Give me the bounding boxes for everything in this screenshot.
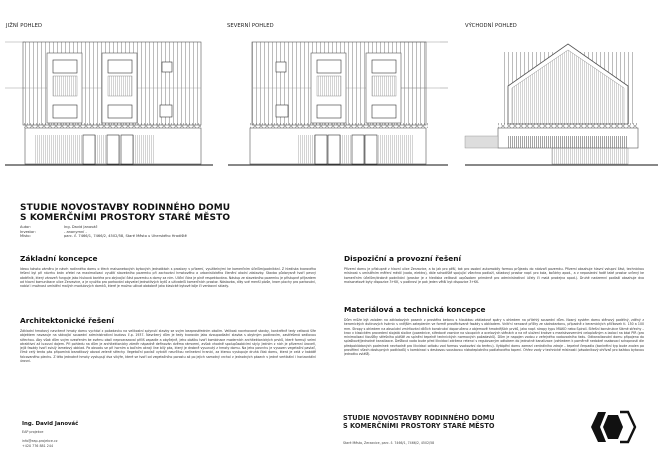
text-materials: Dům může být založen na základových pasech z prostého betonu s hloubkou základové spáry s ohledem na přilehlý sousední dům. Nosný systém domu stěnový podélný, zděný z keramických dutinových tvárnic s vnějším zateplením ve formě provětrávané fasády s obkladem. Vnitřní nenosné příčky ze sádrokartonu, případně z keramických příčkovek tl. 150 a 100 mm. Stropy s ohledem na absolutní zmírňování dílčích konstrukcí doporučeno z objemově hmotnějších prvků, jako např. stropy typu MIAKO nebo Spiroll. Střešní konstrukce šikmé střechy – krov v klasickém provedení stojatá stolice (pozednice, středové vaznice na sloupcích a ocelových stěnách a na ně uložení krokve s meziskvoverními celoplošným a izolací na bázi PIR (pro minimalizaci tloušťky střešního pláště za splnění tepelně technických normových požadavků). Dům je napojen vodou z veřejného vodovodního řadu. Odkanalizování domu připojeno do splaškové/jednotné kanalizace. Dešťová voda bude před likvidací zdržena retencí s regulovaným odtokem do jednotné kanalizace (vzhledem k poměrně nedobré vsakovací schopnosti dle předpokládaných podmínek nevhodně pro likvidaci odtoku vod formou vsakování do terénu). Vytápění domu zamezí centrálního zdroje – tepelné čerpadlo (konkrétní typ bude zvolen po prověření všech dostupných podkladů) v kombinaci s deskovou soustavou nízkoteplotního podlahového topení. Ohřev vody v technické místnosti (zásobníkový ohřívač pro každou bytovou jednotku zvlášť). bbox=[344, 318, 644, 356]
view-label-south: JIŽNÍ POHLED bbox=[6, 23, 43, 29]
text-architecture: Základní hmotový navržené hmoty domu vychází z požadavku na velikostní splynutí stavby se svým bezprostředním okolím. Velikost navrhované stavby, konkrétně tedy celková šíře objektem navazuje na stávající sousední administrativní budovu č.p. 1937. Navržený dům je tedy tvarován jako dvoupodlažní stavba s obytným podkrovím, zastřešená sedlovou střechou. Aby však dům svým vzezřením ke svému okolí neprozrazoval příliš zapadle a obyčejně, jeho obálku tvoří kombinace moderních architektonických prvků, které formují velmi atraktivní až luxusní dojem. Při pohledu na dům je architektonicky záměr nápadně definován dvěma rámcemi, avšak vhodně spolupůsobícími styly. Jedním z nich je přízemní úroveň, jejíž fasády tvoří svislý lamelový obklad. Pa obvodu se při horním a bočním okraji line bílý pás, který je drobně vysunutý z hmoty domu. Na jeho povrchu je vysazen vegetační pavlač, čímž celý tento pás připomíná bezatikový obvod zelené střechy. Vegetační pavlač vytváří neurčitou nelineární hranici, za kterou vystupuje druhá část domu, která je celá v kabátě falcovaného plechu. Z této jednotné hmoty vystupují dva vikýře, které se tvoří od vegetačního porostu až po jejich samotný vrchol v jednotných pásech v jedné vertikální i horizontální úrovni. bbox=[20, 329, 316, 363]
footer-title-line1: STUDIE NOVOSTAVBY RODINNÉHO DOMU bbox=[343, 414, 495, 422]
project-meta bbox=[20, 225, 187, 239]
text-basic-concept: Ideou tohoto záměru je návrh rodinného domu o třech maisonetových bytových jednotkách s prostory v přízemí, využitelnými ke komerčním účelům/podnikání. Z hlediska tvarového řešení byl při návrhu brán zřetel na maximalizaci využití stavebního pozemku při zachování hmotového a urbanistického členění okolní zástavby. Stavba půdorysně tvoří pevný obdélník, který zároveň funguje jako hluková bariéra pro zbývající část pozemku a domy za ním. Uliční čára je plně respektována. Nástup ze stavebního pozemku je přístupné příjezdem od hlavní komunikace ulice Zerzavice, a je využito pro parkování obyvatel jednotlivých bytů a uživatelů komerčních prostor. Nástavba, díky své menší ploše, krom plochy pro parkování, nabízí i možnost umístění malých modulových domků, které je možno užívat obdobně jako klasické bytové kóje či venkovní sklady. bbox=[20, 267, 316, 288]
hexagon-logo-icon bbox=[590, 410, 638, 448]
author-name: Ing. David Janováč bbox=[22, 421, 79, 427]
project-title-line2: S KOMERČNÍMI PROSTORY STARÉ MĚSTO bbox=[20, 213, 231, 223]
meta-value: Ing. David Janováč bbox=[64, 225, 98, 229]
meta-value: parc. č. 7466/1, 7466/2, 4502/58, Staré Město u Uherského Hradiště bbox=[64, 234, 187, 239]
view-label-east: VÝCHODNÍ POHLED bbox=[465, 23, 517, 29]
heading-basic-concept: Základní koncepce bbox=[20, 254, 98, 263]
meta-place-row bbox=[20, 234, 187, 239]
author-email[interactable]: info@eap-projekce.cz bbox=[22, 439, 58, 443]
footer-title-line2: S KOMERČNÍMI PROSTORY STARÉ MĚSTO bbox=[343, 422, 495, 430]
author-phone: +420 776 881 244 bbox=[22, 444, 54, 448]
meta-value: - anonymní - bbox=[64, 229, 87, 234]
author-company: EAP projekce bbox=[22, 430, 44, 434]
meta-key: Místo: bbox=[20, 234, 31, 239]
project-title bbox=[20, 203, 230, 223]
heading-architecture: Architektonické řešení bbox=[20, 316, 114, 325]
heading-materials: Materiálová a technická koncepce bbox=[344, 305, 486, 314]
view-label-north: SEVERNÍ POHLED bbox=[227, 23, 274, 29]
footer-title bbox=[343, 414, 495, 430]
north-elevation-drawing bbox=[228, 38, 440, 170]
heading-disposition: Dispoziční a provozní řešení bbox=[344, 254, 462, 263]
footer-subtitle: Staré Město, Zerzavice, parc. č. 7466/1, 7466/2, 4502/58 bbox=[343, 441, 435, 445]
text-disposition: Přízemí domu je přístupné z hlavní ulice Zerzavice, a to jak pro pěší, tak pro osobní automobily formou průjezdu do nádvoří pozemku. Přízemí obsahuje hlavní vstupní část, technickou místnost s umístěním měření médií (voda, elektro), dále schodiště spojující všechna podlaží, skladový prostor např. pro kola, kočárky apod., a v neposlední řadě také prostor určený ke komerčním účelům/drobné podnikání (prostor je z hlediska velikosti uzpůsoben primárně pro administrativní účely či malá prodejna apod.). Druhé nadzemní podlaží obsahuje dva maisonetové byty dispozice 3+KK, v podkroví je pak jeden větší byt dispozice 3+KK. bbox=[344, 267, 644, 284]
meta-key: Autor: bbox=[20, 225, 31, 229]
east-elevation-drawing bbox=[440, 38, 662, 170]
meta-key: Investor: bbox=[20, 229, 36, 234]
south-elevation-drawing bbox=[5, 38, 215, 170]
project-title-line1: STUDIE NOVOSTAVBY RODINNÉHO DOMU bbox=[20, 203, 231, 213]
